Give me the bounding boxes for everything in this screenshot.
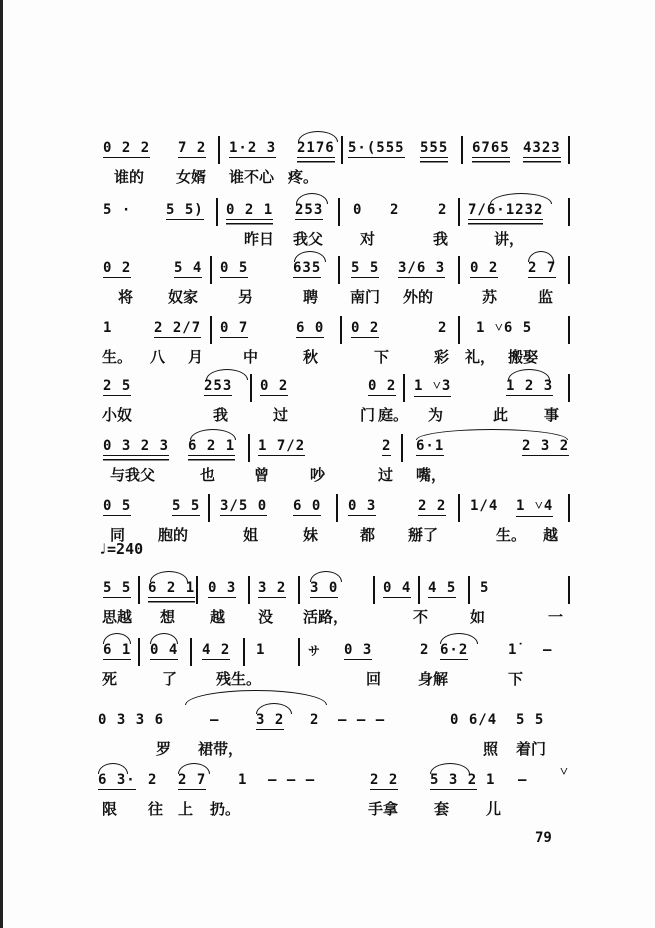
note-group: 6·1 (416, 438, 445, 454)
bar-line (338, 256, 340, 284)
bar-line (298, 638, 300, 666)
note-group: 6 0 (296, 320, 325, 336)
lyric-syllable: 讲， (494, 230, 525, 248)
lyric-syllable: 套 (434, 800, 450, 818)
lyric-syllable: 往 (148, 800, 164, 818)
lyric-syllable: 与我父 (110, 466, 156, 484)
note-group: 2 2 (370, 772, 399, 788)
notation-row (98, 764, 588, 794)
lyric-syllable: 监 (538, 288, 554, 306)
lyric-syllable: 都 (360, 526, 376, 544)
note-group: 0 4 (150, 642, 179, 658)
lyric-syllable: 回 (366, 670, 382, 688)
lyric-syllable: 谁不心 (229, 168, 275, 186)
lyric-syllable: 奴家 (168, 288, 199, 306)
note-group: 0 3 (208, 580, 237, 596)
note-group: — (210, 712, 220, 728)
note-group: 253 (295, 202, 324, 218)
note-group: 2 (390, 202, 400, 218)
lyric-row (98, 798, 588, 820)
lyric-syllable: 照 (483, 740, 499, 758)
note-group: 0 (353, 202, 363, 218)
lyric-syllable: 中 (243, 348, 259, 366)
free-meter-sign: サ (308, 644, 322, 658)
note-group: 5 5 (103, 580, 132, 596)
note-group: 6 0 (293, 498, 322, 514)
bar-line (138, 576, 140, 604)
bar-line (336, 494, 338, 522)
note-group: 5 5 (172, 498, 201, 514)
lyric-syllable: 生。 (496, 526, 527, 544)
note-group: 2 7 (178, 772, 207, 788)
notation-row (98, 320, 588, 342)
bar-line (248, 576, 250, 604)
lyric-syllable: 也 (200, 466, 216, 484)
lyric-syllable: 秋 (303, 348, 319, 366)
bar-line (568, 198, 570, 226)
lyric-syllable: 死 (102, 670, 118, 688)
lyric-syllable: 此 (493, 406, 509, 424)
lyric-syllable: 下 (374, 348, 390, 366)
note-group: 1 (486, 772, 496, 788)
note-group: 3 2 (258, 580, 287, 596)
bar-line (248, 434, 250, 462)
lyric-syllable: 聘 (303, 288, 319, 306)
note-group: 5·(555 (348, 140, 405, 156)
note-group: 3/5 0 (220, 498, 268, 514)
lyric-syllable: 搬娶 (508, 348, 539, 366)
note-group: 0 2 (368, 378, 397, 394)
page-edge (0, 0, 3, 928)
lyric-syllable: 越 (543, 526, 559, 544)
lyric-syllable: 八 (150, 348, 166, 366)
note-group: — — — (338, 712, 386, 728)
bar-line (250, 374, 252, 402)
lyric-syllable: 活路， (303, 608, 349, 626)
lyric-syllable: 外的 (403, 288, 434, 306)
lyric-row (98, 464, 588, 486)
note-group: 3/6 3 (398, 260, 446, 276)
note-group: 5 · (103, 202, 132, 218)
bar-line (568, 256, 570, 284)
lyric-syllable: 罗 (156, 740, 172, 758)
note-group: 0 3 (348, 498, 377, 514)
notation-row (98, 260, 588, 282)
lyric-syllable: 上 (178, 800, 194, 818)
lyric-syllable: 曾 (254, 466, 270, 484)
bar-line (568, 136, 570, 164)
notation-row (98, 712, 588, 734)
note-group: 6 2 1 (148, 580, 196, 596)
lyric-syllable: 一 (548, 608, 564, 626)
bar-line (340, 316, 342, 344)
lyric-row (98, 166, 588, 188)
bar-line (216, 198, 218, 226)
note-group: — (518, 772, 528, 788)
note-group: 1 ˅4 (516, 498, 553, 517)
lyric-row (98, 606, 588, 628)
note-group: 5 4 (174, 260, 203, 276)
note-group: 0 4 (383, 580, 412, 596)
note-group: 1·2 3 (229, 140, 277, 156)
lyric-syllable: 下 (508, 670, 524, 688)
bar-line (138, 638, 140, 666)
notation-row (98, 438, 588, 460)
bar-line (401, 434, 403, 462)
note-group: 5 (480, 580, 490, 596)
lyric-syllable: 残生。 (216, 670, 262, 688)
note-group: 0 2 (351, 320, 380, 336)
note-group: 5 5) (166, 202, 204, 218)
lyric-syllable: 了 (162, 670, 178, 688)
bar-line (190, 638, 192, 666)
notation-row (98, 642, 588, 664)
lyric-syllable: 另 (238, 288, 254, 306)
note-group: 253 (204, 378, 233, 394)
note-group: 2176 (297, 140, 335, 156)
note-group: 2 (438, 320, 448, 336)
lyric-syllable: 对 (360, 230, 376, 248)
bar-line (403, 374, 405, 402)
lyric-syllable: 事 (544, 406, 560, 424)
lyric-syllable: 胞的 (158, 526, 189, 544)
note-group: 1 (256, 642, 266, 658)
lyric-syllable: 扔。 (210, 800, 241, 818)
bar-line (418, 576, 420, 604)
lyric-syllable: 限 (102, 800, 118, 818)
note-group: 2 3 2 (522, 438, 570, 454)
bar-line (243, 638, 245, 666)
note-group: 1̇ (508, 642, 518, 658)
notation-row (98, 498, 588, 520)
lyric-row (98, 668, 588, 690)
note-group: 5 5 (516, 712, 545, 728)
note-group: 5 5 (351, 260, 380, 276)
bar-line (568, 374, 570, 402)
lyric-syllable: 思越 (102, 608, 133, 626)
note-group: 1 ˅6 5 (476, 320, 533, 336)
bar-line (568, 576, 570, 604)
note-group: 4323 (523, 140, 561, 156)
note-group: 555 (420, 140, 449, 156)
note-group: 0 2 (103, 260, 132, 276)
page-number: 79 (535, 830, 552, 846)
lyric-syllable: 为 (428, 406, 444, 424)
bar-line (196, 576, 198, 604)
lyric-syllable: 女婿 (176, 168, 207, 186)
bar-line (373, 576, 375, 604)
bar-line (458, 198, 460, 226)
lyric-syllable: 门 (360, 406, 376, 424)
lyric-row (98, 228, 588, 250)
note-group: 0 5 (220, 260, 249, 276)
note-group: 3 0 (310, 580, 339, 596)
lyric-syllable: 南门 (350, 288, 381, 306)
note-group: 5 3 2 (430, 772, 478, 788)
breath-mark: ˅ (560, 764, 569, 780)
notation-row (98, 202, 588, 224)
note-group: 7/6·1232 (468, 202, 544, 218)
bar-line (568, 494, 570, 522)
lyric-syllable: 我父 (293, 230, 324, 248)
lyric-syllable: 庭。 (378, 406, 409, 424)
lyric-syllable: 身解 (418, 670, 449, 688)
lyric-row (98, 404, 588, 426)
lyric-syllable: 妹 (303, 526, 319, 544)
lyric-syllable: 吵 (310, 466, 326, 484)
lyric-syllable: 着门 (516, 740, 547, 758)
lyric-syllable: 如 (470, 608, 486, 626)
lyric-syllable: 苏 (482, 288, 498, 306)
note-group: 0 3 3 6 (98, 712, 165, 728)
lyric-syllable: 我 (213, 406, 229, 424)
note-group: — (543, 642, 553, 658)
lyric-syllable: 生。 (102, 348, 133, 366)
lyric-syllable: 过 (273, 406, 289, 424)
note-group: 2 (382, 438, 392, 454)
note-group: 1 (103, 320, 113, 336)
notation-row (98, 140, 588, 162)
lyric-syllable: 嘴， (416, 466, 447, 484)
note-group: 7 2 (178, 140, 207, 156)
lyric-syllable: 昨日 (244, 230, 275, 248)
bar-line (341, 136, 343, 164)
note-group: 0 2 (470, 260, 499, 276)
notation-row (98, 580, 588, 602)
lyric-syllable: 谁的 (114, 168, 145, 186)
lyric-syllable: 想 (160, 608, 176, 626)
bar-line (458, 494, 460, 522)
note-group: 0 3 (344, 642, 373, 658)
bar-line (298, 576, 300, 604)
note-group: 1 7/2 (258, 438, 306, 454)
lyric-syllable: 同 (110, 526, 126, 544)
bar-line (218, 136, 220, 164)
note-group: 6 1 (103, 642, 132, 658)
note-group: 6765 (472, 140, 510, 156)
bar-line (208, 494, 210, 522)
note-group: 0 2 2 (103, 140, 151, 156)
lyric-row (98, 524, 588, 546)
note-group: 0 2 (260, 378, 289, 394)
note-group: 0 5 (103, 498, 132, 514)
slur (185, 690, 327, 705)
note-group: 0 7 (220, 320, 249, 336)
bar-line (210, 256, 212, 284)
lyric-syllable: 将 (118, 288, 134, 306)
tempo-marking: ♩=240 (98, 540, 144, 558)
note-group: — — — (268, 772, 316, 788)
note-group: 4 5 (428, 580, 457, 596)
note-group: 2 (438, 202, 448, 218)
bar-line (458, 316, 460, 344)
bar-line (461, 136, 463, 164)
note-group: 635 (293, 260, 322, 276)
bar-line (458, 256, 460, 284)
lyric-syllable: 越 (210, 608, 226, 626)
lyric-syllable: 小奴 (102, 406, 133, 424)
note-group: 1 2 3 (506, 378, 554, 394)
bar-line (210, 316, 212, 344)
note-group: 6 3· (98, 772, 136, 788)
note-group: 0 3 2 3 (103, 438, 170, 454)
lyric-syllable: 彩 (434, 348, 450, 366)
lyric-syllable: 月 (188, 348, 204, 366)
bar-line (568, 316, 570, 344)
note-group: 2 (148, 772, 158, 788)
lyric-row (98, 346, 588, 368)
lyric-syllable: 我 (433, 230, 449, 248)
note-group: 2 7 (528, 260, 557, 276)
note-group: 6·2 (440, 642, 469, 658)
note-group: 2 2 (418, 498, 447, 514)
lyric-syllable: 过 (378, 466, 394, 484)
note-group: 4 2 (202, 642, 231, 658)
note-group: 0 2 1 (226, 202, 274, 218)
note-group: 2 (420, 642, 430, 658)
notation-row (98, 378, 588, 400)
lyric-syllable: 疼。 (288, 168, 319, 186)
lyric-row (98, 286, 588, 308)
note-group: 6 2 1 (188, 438, 236, 454)
lyric-syllable: 不 (413, 608, 429, 626)
bar-line (468, 576, 470, 604)
lyric-syllable: 没 (258, 608, 274, 626)
bar-line (338, 198, 340, 226)
note-group: 0 6/4 (450, 712, 498, 728)
note-group: 2 2/7 (154, 320, 202, 336)
lyric-syllable: 礼， (465, 348, 496, 366)
note-group: 2 (310, 712, 320, 728)
note-group: 1 (238, 772, 248, 788)
lyric-row (98, 738, 588, 760)
lyric-syllable: 姐 (243, 526, 259, 544)
note-group: 2 5 (103, 378, 132, 394)
lyric-syllable: 掰了 (408, 526, 439, 544)
lyric-syllable: 裙带， (198, 740, 244, 758)
lyric-syllable: 儿 (486, 800, 502, 818)
lyric-syllable: 手拿 (368, 800, 399, 818)
note-group: 1/4 (470, 498, 499, 514)
note-group: 1 ˅3 (414, 378, 451, 397)
note-group: 3 2 (256, 712, 285, 728)
